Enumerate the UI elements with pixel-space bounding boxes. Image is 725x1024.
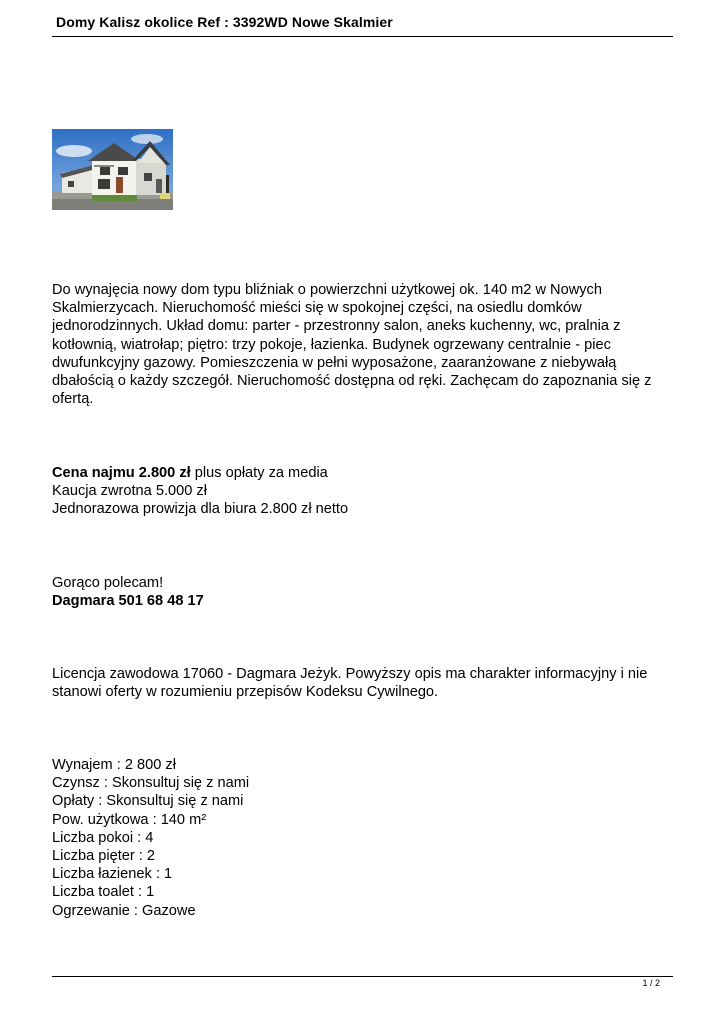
rent-line <box>52 464 667 482</box>
detail-heating: Ogrzewanie : Gazowe <box>52 902 196 919</box>
contact-block <box>52 574 667 610</box>
page-number: 1 / 2 <box>642 978 660 988</box>
detail-floors: Liczba pięter : 2 <box>52 848 156 865</box>
contact-greeting: Gorąco polecam! <box>52 575 164 591</box>
detail-area: Pow. użytkowa : 140 m² <box>52 811 207 828</box>
house-photo <box>52 129 173 210</box>
rent-suffix: plus opłaty za media <box>190 465 328 481</box>
license-note: Licencja zawodowa 17060 - Dagmara Jeżyk. Powyższy opis ma charakter informacyjny i nie stanowi oferty w rozumieniu przepisów Kodeksu Cywilnego. <box>52 666 648 701</box>
detail-toilets: Liczba toalet : 1 <box>52 884 155 901</box>
deposit-line: Kaucja zwrotna 5.000 zł <box>52 483 207 500</box>
header-divider <box>52 36 673 37</box>
footer-divider <box>52 976 673 977</box>
detail-rooms: Liczba pokoi : 4 <box>52 829 154 846</box>
commission-line: Jednorazowa prowizja dla biura 2.800 zł netto <box>52 501 349 518</box>
page-header-title: Domy Kalisz okolice Ref : 3392WD Nowe Skalmier <box>56 14 393 30</box>
details-list <box>52 756 667 920</box>
contact-agent: Dagmara 501 68 48 17 <box>52 593 204 610</box>
property-description: Do wynajęcia nowy dom typu bliźniak o powierzchni użytkowej ok. 140 m2 w Nowych Skalmierzycach. Nieruchomość mieści się w spokojnej części, na osiedlu domków jednorodzinnych. Układ domu: parter - przestronny salon, aneks kuchenny, wc, pralnia z kotłownią, wiatrołap; piętro: trzy pokoje, łazienka. Budynek ogrzewany centralnie - piec dwufunkcyjny gazowy. Pomieszczenia w pełni wyposażone, zaaranżowane z niebywałą dbałością o każdy szczegół. Nieruchomość dostępna od ręki. Zachęcam do zapoznania się z ofertą. <box>52 282 652 408</box>
detail-bathrooms: Liczba łazienek : 1 <box>52 866 173 883</box>
detail-fee: Czynsz : Skonsultuj się z nami <box>52 775 250 792</box>
detail-rent: Wynajem : 2 800 zł <box>52 757 176 773</box>
detail-charges: Opłaty : Skonsultuj się z nami <box>52 793 244 810</box>
pricing-block <box>52 464 667 519</box>
rent-price: Cena najmu 2.800 zł <box>52 465 191 481</box>
